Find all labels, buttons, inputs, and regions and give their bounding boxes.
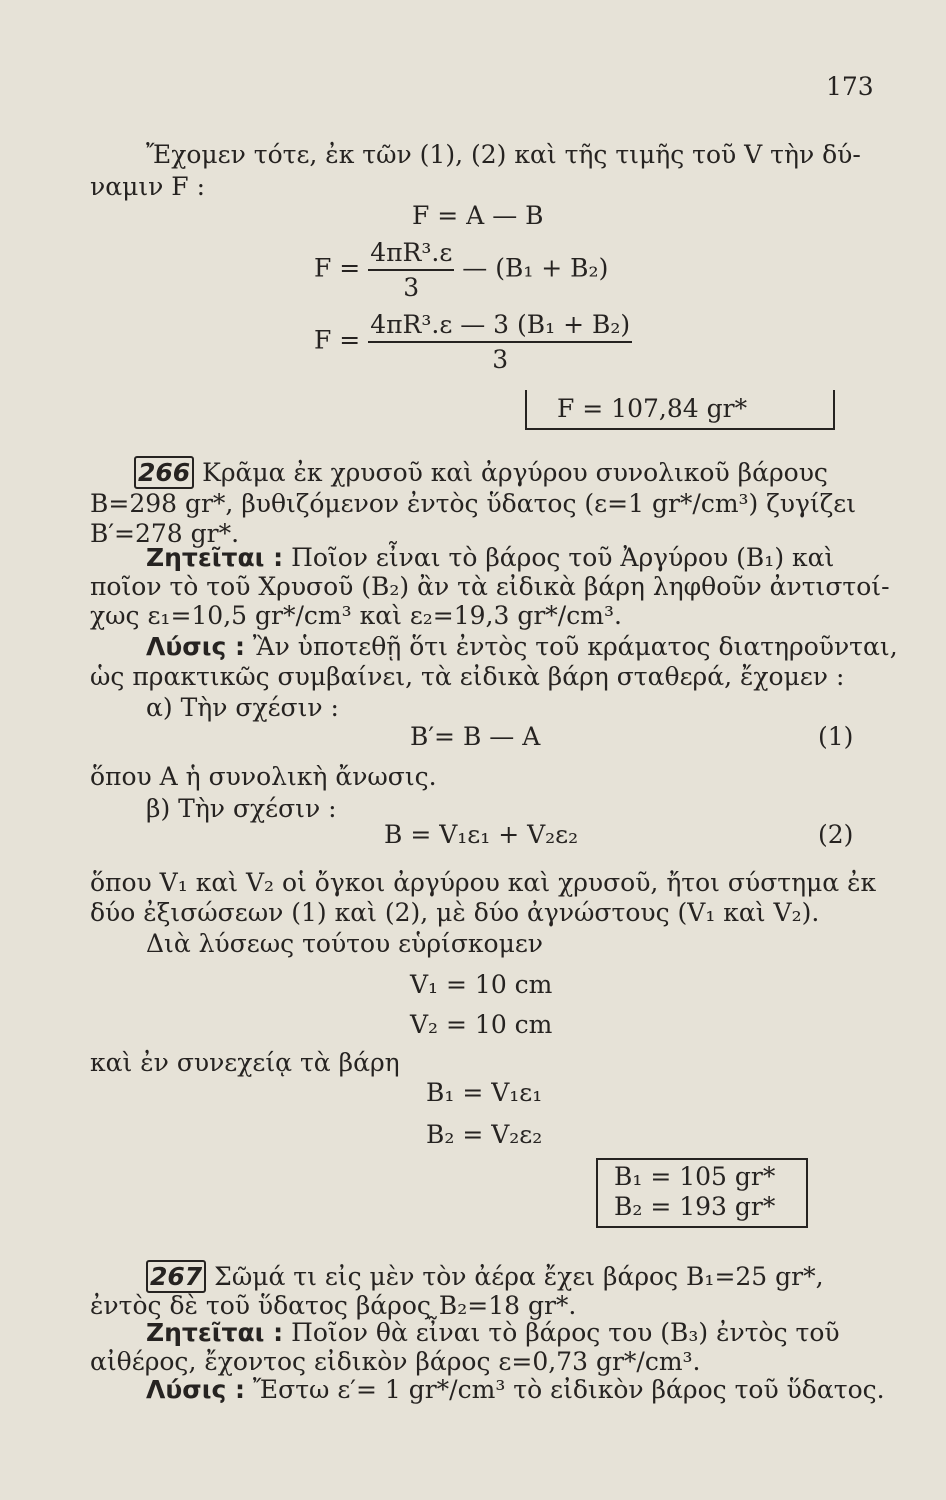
fraction-numerator: 4πR³.ε [368,238,454,271]
problem-number-266: 266 [134,456,194,489]
problem-266-lysis-line-2: ὡς πρακτικῶς συμβαίνει, τὰ εἰδικὰ βάρη σταθερά, ἔχομεν : [90,662,845,691]
problem-267-text: Σῶμά τι εἰς μὲν τὸν ἀέρα ἔχει βάρος B₁=25 gr*, [214,1262,824,1291]
formula-lhs: F = [314,253,361,283]
lysis-label: Λύσις : [146,632,245,661]
intro-line-2: ναμιν F : [90,172,205,201]
zitite-text: Ποῖον εἶναι τὸ βάρος τοῦ Ἀργύρου (B₁) καὶ [291,543,835,572]
result-b2: B₂ = 193 gr* [614,1192,776,1221]
volume-v2: V₂ = 10 cm [410,1010,553,1039]
formula-f-expanded [314,238,608,302]
problem-267-zitite-line-2: αἰθέρος, ἔχοντος εἰδικὸν βάρος ε=0,73 gr*/cm³. [90,1347,701,1376]
problem-267-line-1 [146,1262,824,1292]
problem-266-line-2: B=298 gr*, βυθιζόμενον ἐντὸς ὕδατος (ε=1 gr*/cm³) ζυγίζει [90,489,857,518]
problem-267-lysis-line-1 [146,1375,885,1405]
result-b1: B₁ = 105 gr* [614,1162,776,1191]
problem-266-zitite-line-2: ποῖον τὸ τοῦ Χρυσοῦ (B₂) ἂν τὰ εἰδικὰ βάρη ληφθοῦν ἀντιστοί- [90,572,890,601]
result-box-weights [596,1158,808,1228]
fraction-denominator: 3 [403,273,420,302]
zitite-label: Ζητεῖται : [146,543,284,572]
problem-266-line-3: B′=278 gr*. [90,519,240,548]
relation-a-label: α) Τὴν σχέσιν : [146,693,339,722]
relation-b-label: β) Τὴν σχέσιν : [146,794,337,823]
zitite-label: Ζητεῖται : [146,1318,284,1347]
weight-b2-formula: B₂ = V₂ε₂ [426,1120,543,1149]
intro-line-1: Ἔχομεν τότε, ἐκ τῶν (1), (2) καὶ τῆς τιμῆς τοῦ V τὴν δύ- [146,140,861,169]
equation-2-tag: (2) [818,820,854,849]
formula-lhs: F = [314,325,361,355]
weight-b1-formula: B₁ = V₁ε₁ [426,1078,543,1107]
problem-266-lysis-line-1 [146,632,898,662]
definition-v-line-1: ὅπου V₁ καὶ V₂ οἱ ὄγκοι ἀργύρου καὶ χρυσοῦ, ἤτοι σύστημα ἐκ [90,868,877,897]
weights-intro: καὶ ἐν συνεχείᾳ τὰ βάρη [90,1048,400,1077]
problem-267-zitite-line-1 [146,1318,840,1348]
solution-intro: Διὰ λύσεως τούτου εὑρίσκομεν [146,929,543,958]
problem-267-line-2: ἐντὸς δὲ τοῦ ὕδατος βάρος B₂=18 gr*. [90,1291,577,1320]
equation-1: B′= B — A [410,722,541,751]
problem-266-text: Κρᾶμα ἐκ χρυσοῦ καὶ ἀργύρου συνολικοῦ βάρους [202,458,828,487]
fraction-numerator: 4πR³.ε — 3 (B₁ + B₂) [368,310,632,343]
lysis-label: Λύσις : [146,1375,245,1404]
lysis-text: Ἔστω ε′= 1 gr*/cm³ τὸ εἰδικὸν βάρος τοῦ ὕδατος. [252,1375,885,1404]
zitite-text: Ποῖον θὰ εἶναι τὸ βάρος του (B₃) ἐντὸς τοῦ [291,1318,840,1347]
page-number: 173 [826,72,874,101]
lysis-text: Ἂν ὑποτεθῇ ὅτι ἐντὸς τοῦ κράματος διατηροῦνται, [252,632,898,661]
formula-f-equals-a-minus-b: F = A — B [412,201,544,230]
fraction-denominator: 3 [492,345,509,374]
equation-2: B = V₁ε₁ + V₂ε₂ [384,820,579,849]
formula-f-combined [314,310,632,374]
formula-fraction [368,238,454,302]
formula-fraction [368,310,632,374]
problem-266-line-1 [134,458,828,488]
volume-v1: V₁ = 10 cm [410,970,553,999]
definition-v-line-2: δύο ἐξισώσεων (1) καὶ (2), μὲ δύο ἀγνώστους (V₁ καὶ V₂). [90,898,820,927]
formula-rest: — (B₁ + B₂) [462,253,609,283]
problem-266-zitite-line-3: χως ε₁=10,5 gr*/cm³ καὶ ε₂=19,3 gr*/cm³. [90,601,622,630]
result-box-force [525,390,835,430]
problem-number-267: 267 [146,1260,206,1293]
problem-266-zitite-line-1 [146,543,834,573]
formula-result-force: F = 107,84 gr* [557,394,748,423]
equation-1-tag: (1) [818,722,854,751]
definition-a: ὅπου A ἡ συνολικὴ ἄνωσις. [90,762,437,791]
